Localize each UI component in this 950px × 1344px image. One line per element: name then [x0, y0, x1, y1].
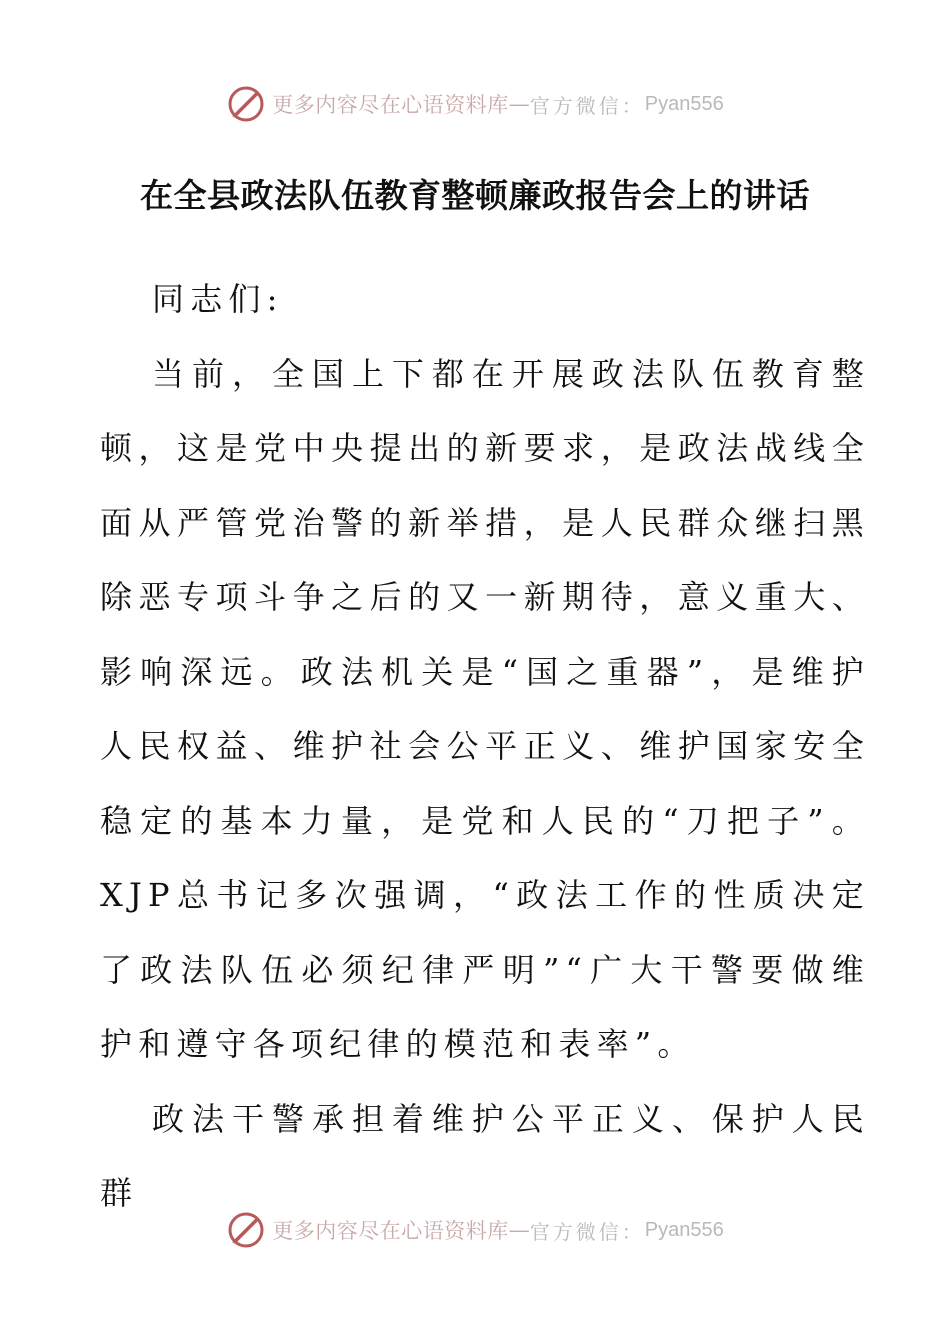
document-title: 在全县政法队伍教育整顿廉政报告会上的讲话: [140, 176, 810, 215]
header-watermark: [0, 82, 950, 126]
paragraph-1: 当前，全国上下都在开展政法队伍教育整顿，这是党中央提出的新要求，是政法战线全面从严管党治警的新举措，是人民群众继扫黑除恶专项斗争之后的又一新期待，意义重大、影响深远。政法机关是“国之重器”，是维护人民权益、维护社会公平正义、维护国家安全稳定的基本力量，是党和人民的“刀把子”。XJP总书记多次强调，“政法工作的性质决定了政法队伍必须纪律严明”“广大干警要做维护和遵守各项纪律的模范和表率”。: [100, 354, 870, 1063]
watermark-wechat-id: Pyan556: [644, 92, 724, 115]
footer-watermark: [0, 1208, 950, 1252]
watermark-wechat-id: Pyan556: [644, 1218, 724, 1241]
watermark-label: 官方微信：: [529, 1219, 645, 1244]
pen-logo-icon: [226, 1210, 266, 1250]
watermark-label: 官方微信：: [529, 93, 645, 118]
salutation: 同志们:: [152, 280, 284, 318]
paragraph-2: 政法干警承担着维护公平正义、保护人民群: [100, 1099, 870, 1212]
document-body: [100, 262, 870, 1231]
watermark-separator: —: [508, 92, 530, 116]
pen-logo-icon: [226, 84, 266, 124]
watermark-separator: —: [508, 1218, 530, 1242]
watermark-prefix: 更多内容尽在心语资料库: [272, 93, 509, 117]
watermark-prefix: 更多内容尽在心语资料库: [272, 1219, 509, 1243]
